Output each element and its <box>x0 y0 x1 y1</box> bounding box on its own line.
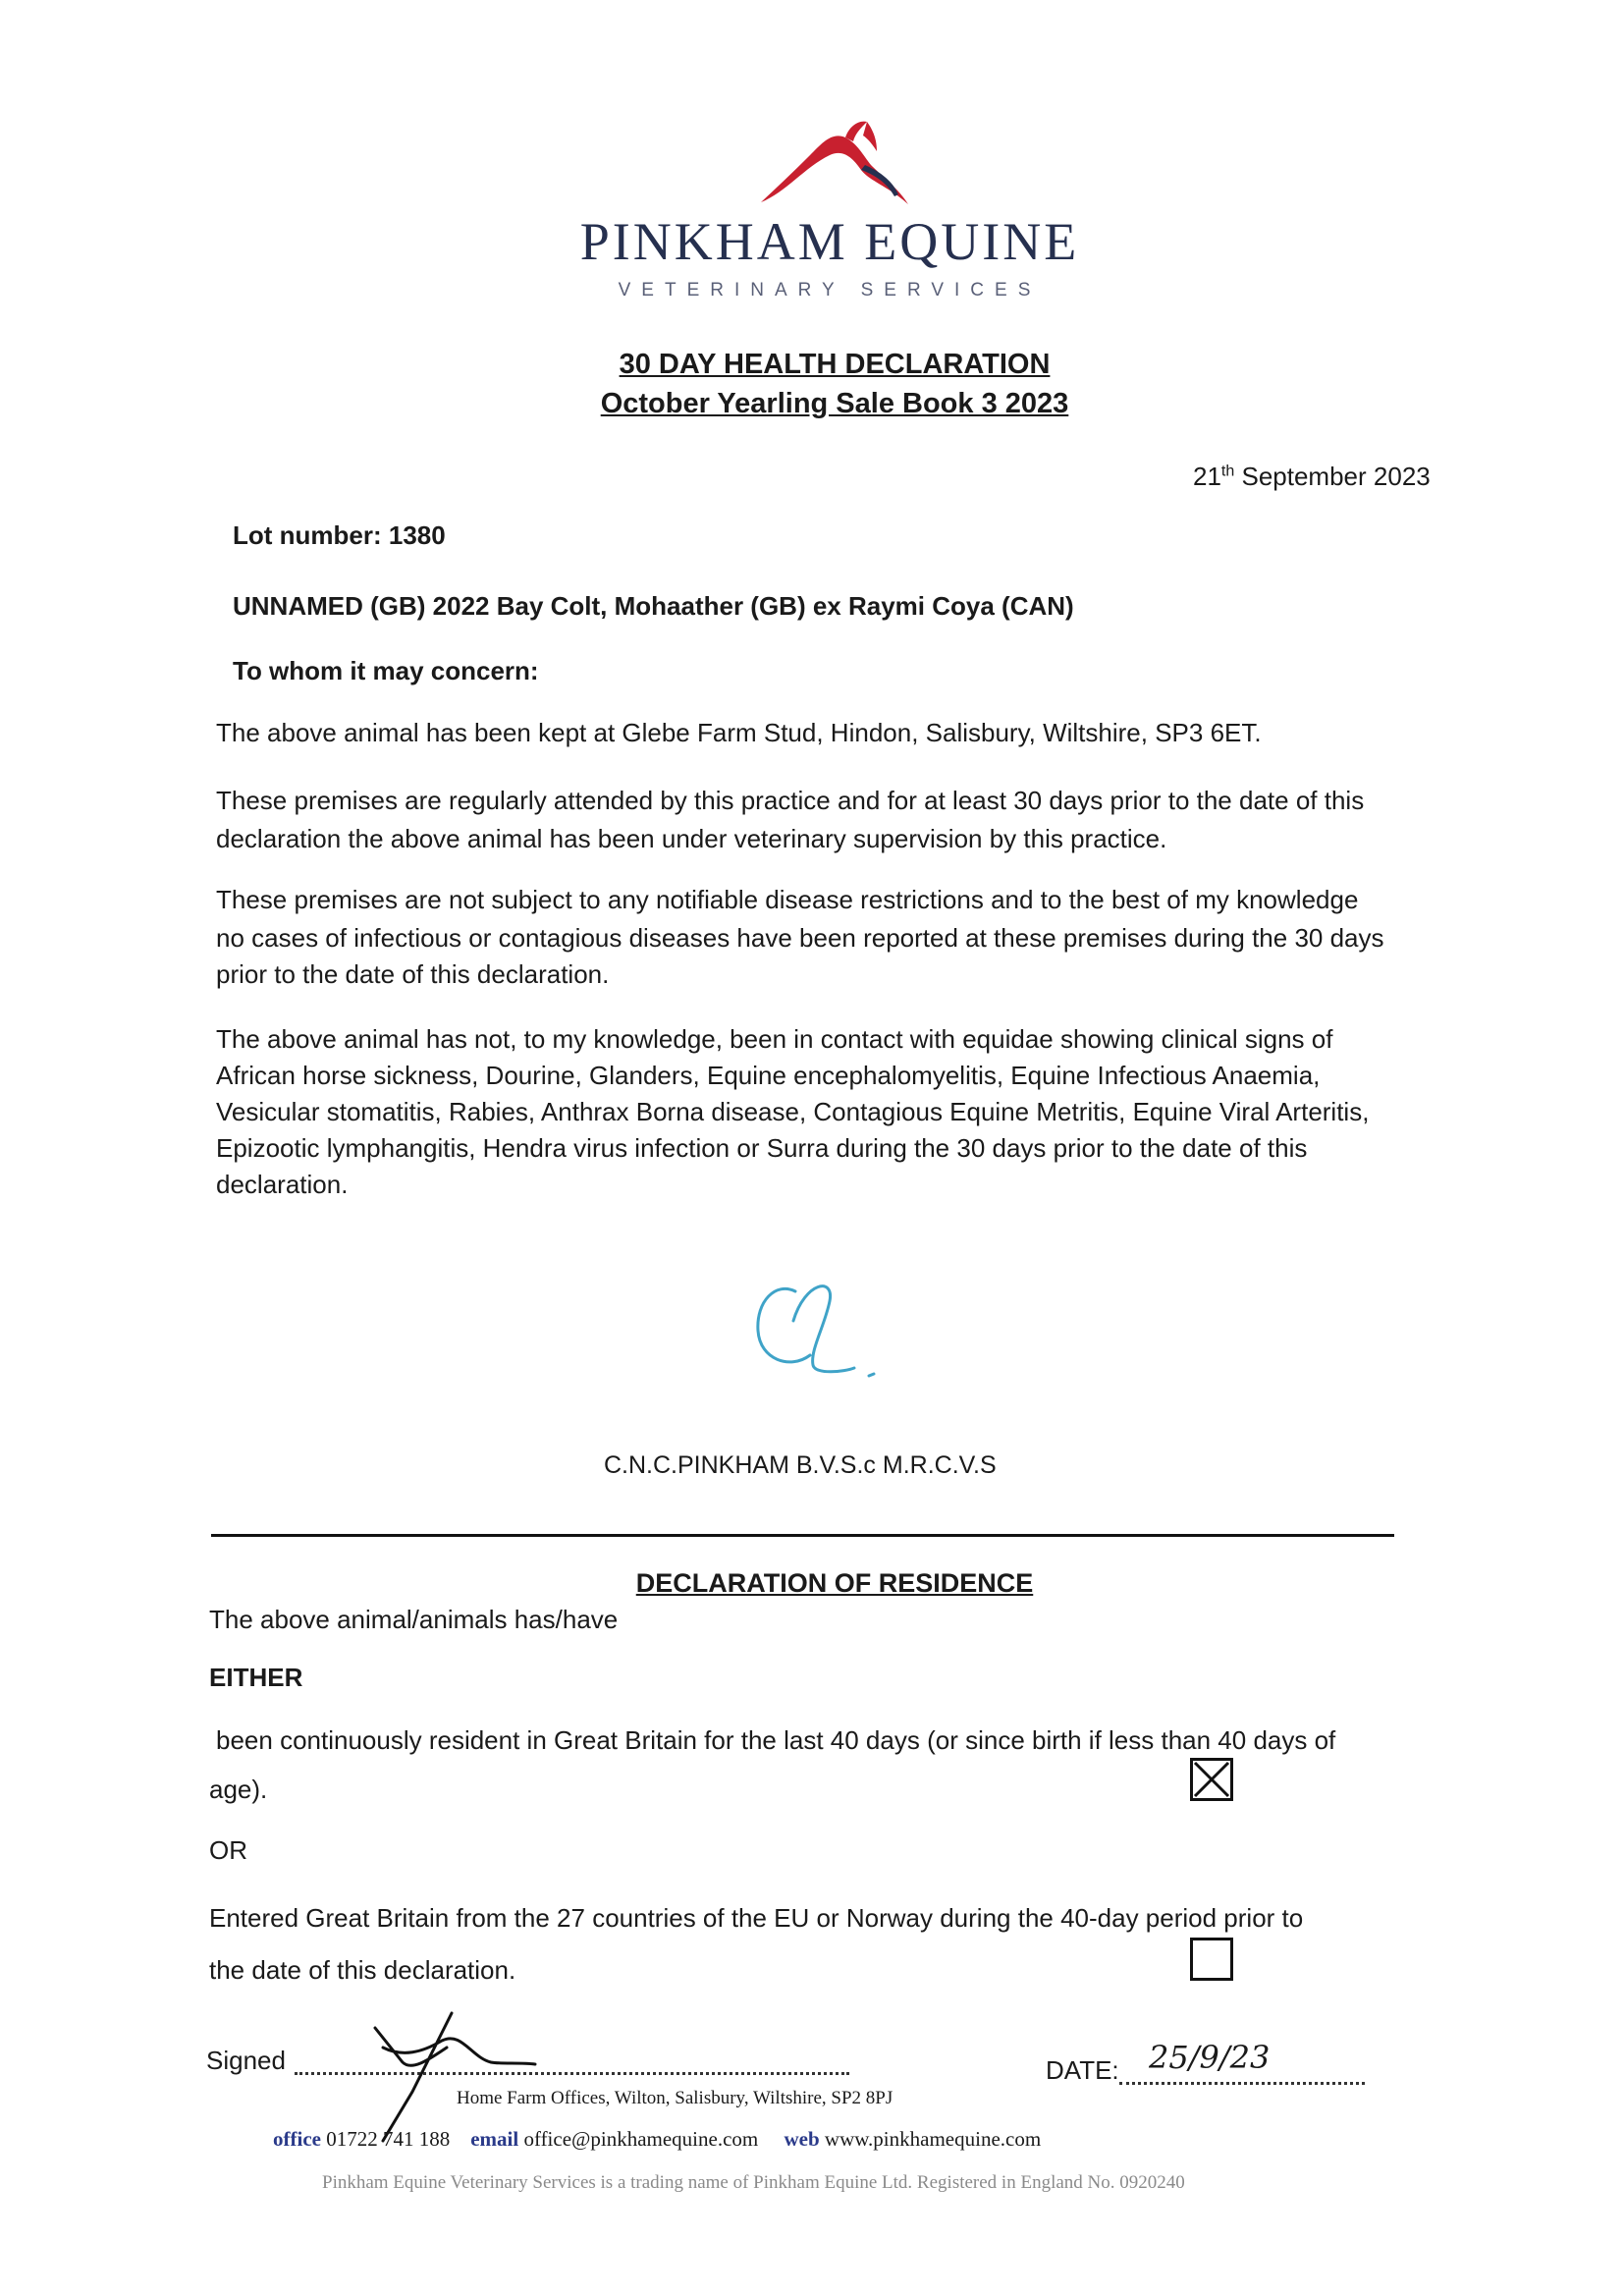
salutation: To whom it may concern: <box>233 656 539 685</box>
paragraph-diseases-line3: Vesicular stomatitis, Rabies, Anthrax Borna disease, Contagious Equine Metritis, Equine Viral Arteritis, <box>216 1097 1370 1126</box>
option1-line1: been continuously resident in Great Britain for the last 40 days (or since birth if less than 40 days of <box>216 1725 1336 1755</box>
or-label: OR <box>209 1835 247 1865</box>
date-day: 21 <box>1193 462 1221 491</box>
paragraph-restrictions-line3: prior to the date of this declaration. <box>216 959 610 989</box>
footer-address: Home Farm Offices, Wilton, Salisbury, Wiltshire, SP2 8PJ <box>457 2088 893 2108</box>
paragraph-restrictions-line2: no cases of infectious or contagious diseases have been reported at these premises during the 30 days <box>216 923 1384 953</box>
document-subtitle: October Yearling Sale Book 3 2023 <box>600 388 1069 419</box>
vet-name: C.N.C.PINKHAM B.V.S.c M.R.C.V.S <box>604 1451 997 1479</box>
footer-contact <box>273 2127 1041 2152</box>
residence-intro: The above animal/animals has/have <box>209 1605 619 1634</box>
date-line <box>1119 2082 1365 2085</box>
paragraph-diseases-line2: African horse sickness, Dourine, Glanders, Equine encephalomyelitis, Equine Infectious Anaemia, <box>216 1061 1321 1090</box>
date-suffix: th <box>1220 463 1235 480</box>
lot-number: Lot number: 1380 <box>233 520 446 550</box>
web-link[interactable]: www.pinkhamequine.com <box>824 2127 1042 2151</box>
brand-name: PINKHAM EQUINE <box>579 212 1080 271</box>
signed-label: Signed <box>206 2046 286 2075</box>
horse-description: UNNAMED (GB) 2022 Bay Colt, Mohaather (GB) ex Raymi Coya (CAN) <box>233 591 1074 621</box>
document-date <box>1193 462 1431 492</box>
email-link[interactable]: office@pinkhamequine.com <box>523 2127 759 2151</box>
residence-title: DECLARATION OF RESIDENCE <box>635 1568 1034 1598</box>
section-divider <box>211 1534 1394 1537</box>
option2-checkbox[interactable] <box>1190 1938 1233 1981</box>
office-phone[interactable]: 01722 741 188 <box>326 2127 451 2151</box>
office-label: office <box>273 2127 321 2151</box>
option2-line1: Entered Great Britain from the 27 countries of the EU or Norway during the 40-day period prior to <box>209 1903 1304 1933</box>
paragraph-diseases-line4: Epizootic lymphangitis, Hendra virus infection or Surra during the 30 days prior to the date of this <box>216 1133 1308 1163</box>
web-label: web <box>784 2127 820 2151</box>
vet-signature <box>736 1262 933 1399</box>
checkbox-cross-icon <box>1193 1761 1230 1798</box>
document-title: 30 DAY HEALTH DECLARATION <box>619 349 1051 380</box>
date-label: DATE: <box>1046 2055 1119 2085</box>
date-handwritten: 25/9/23 <box>1149 2039 1271 2076</box>
footer-legal: Pinkham Equine Veterinary Services is a trading name of Pinkham Equine Ltd. Registered in England No. 0920240 <box>322 2172 1185 2193</box>
paragraph-premises: The above animal has been kept at Glebe Farm Stud, Hindon, Salisbury, Wiltshire, SP3 6ET. <box>216 718 1262 747</box>
option2-line2: the date of this declaration. <box>209 1955 516 1985</box>
option1-checkbox[interactable] <box>1190 1758 1233 1801</box>
horse-logo-icon <box>751 116 928 214</box>
option1-line2: age). <box>209 1775 268 1804</box>
date-rest: September 2023 <box>1234 462 1431 491</box>
email-label: email <box>470 2127 519 2151</box>
paragraph-diseases-line1: The above animal has not, to my knowledge, been in contact with equidae showing clinical signs of <box>216 1024 1333 1054</box>
paragraph-diseases-line5: declaration. <box>216 1170 349 1199</box>
paragraph-supervision-line2: declaration the above animal has been under veterinary supervision by this practice. <box>216 824 1167 853</box>
paragraph-supervision-line1: These premises are regularly attended by this practice and for at least 30 days prior to the date of this <box>216 786 1365 815</box>
brand-subtitle: VETERINARY SERVICES <box>618 280 1042 301</box>
paragraph-restrictions-line1: These premises are not subject to any notifiable disease restrictions and to the best of my knowledge <box>216 885 1359 914</box>
either-label: EITHER <box>209 1663 303 1692</box>
